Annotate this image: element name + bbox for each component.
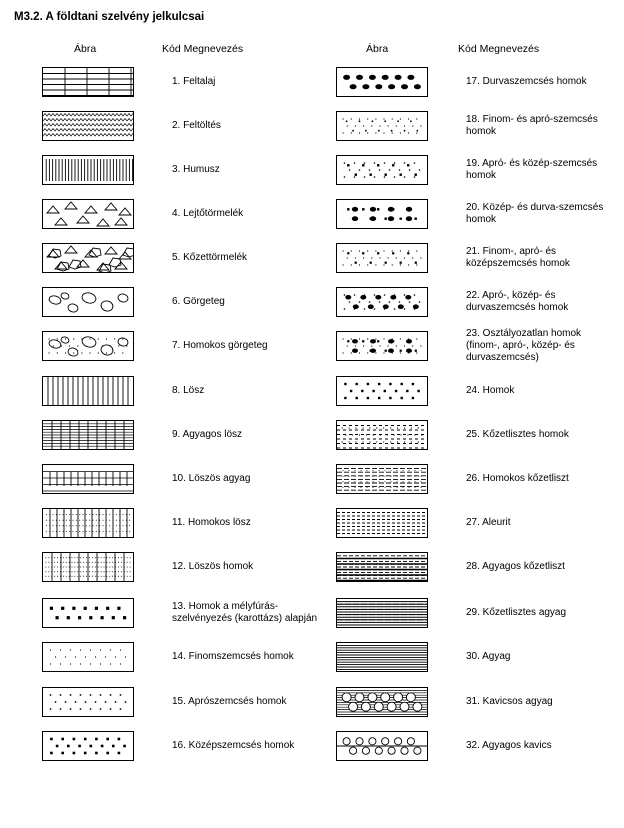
pattern-swatch — [336, 508, 428, 538]
legend-label: 2. Feltöltés — [172, 120, 221, 131]
pattern-swatch — [42, 111, 134, 141]
pattern-swatch — [336, 642, 428, 672]
legend-label: 27. Aleurit — [466, 517, 511, 528]
legend-label: 30. Agyag — [466, 651, 511, 662]
pattern-swatch — [336, 155, 428, 185]
pattern-swatch — [42, 687, 134, 717]
pattern-swatch — [42, 508, 134, 538]
page-title: M3.2. A földtani szelvény jelkulcsai — [14, 11, 205, 23]
legend-label: 7. Homokos görgeteg — [172, 340, 268, 351]
legend-label: 16. Középszemcsés homok — [172, 740, 295, 751]
legend-label: 19. Apró- és közép-szemcsés homok — [466, 158, 598, 181]
legend-label: 9. Agyagos lösz — [172, 429, 243, 440]
pattern-swatch — [336, 67, 428, 97]
legend-label: 23. Osztályozatlan homok (finom-, apró-, közép- és durvaszemcsés) — [466, 328, 582, 363]
legend-label: 6. Görgeteg — [172, 296, 225, 307]
pattern-swatch — [42, 420, 134, 450]
pattern-swatch — [336, 464, 428, 494]
legend-label: 31. Kavicsos agyag — [466, 696, 553, 707]
header-figure-left: Ábra — [74, 43, 97, 55]
pattern-swatch — [42, 67, 134, 97]
pattern-swatch — [42, 731, 134, 761]
legend-label: 29. Kőzetlisztes agyag — [466, 607, 567, 618]
pattern-swatch — [42, 376, 134, 406]
legend-label: 18. Finom- és apró-szemcsés homok — [466, 114, 598, 137]
legend-label: 26. Homokos kőzetliszt — [466, 473, 569, 484]
legend-label: 20. Közép- és durva-szemcsés homok — [466, 202, 604, 225]
legend-label: 17. Durvaszemcsés homok — [466, 76, 587, 87]
legend-label: 21. Finom-, apró- és középszemcsés homok — [466, 246, 570, 269]
header-figure-right: Ábra — [366, 43, 389, 55]
pattern-swatch — [42, 287, 134, 317]
pattern-swatch — [336, 731, 428, 761]
legend-label: 12. Löszös homok — [172, 561, 254, 572]
pattern-swatch — [42, 331, 134, 361]
legend-label: 8. Lösz — [172, 385, 205, 396]
pattern-swatch — [336, 598, 428, 628]
pattern-swatch — [42, 642, 134, 672]
pattern-swatch — [42, 155, 134, 185]
legend-label: 1. Feltalaj — [172, 76, 216, 87]
pattern-swatch — [336, 687, 428, 717]
legend-label: 25. Kőzetlisztes homok — [466, 429, 569, 440]
legend-label: 5. Kőzettörmelék — [172, 252, 248, 263]
legend-label: 11. Homokos lösz — [172, 517, 251, 528]
legend-label: 28. Agyagos kőzetliszt — [466, 561, 565, 572]
legend-label: 22. Apró-, közép- és durvaszemcsés homok — [466, 290, 569, 313]
pattern-swatch — [42, 598, 134, 628]
legend-label: 3. Humusz — [172, 164, 220, 175]
pattern-swatch — [42, 552, 134, 582]
header-code-right: Kód Megnevezés — [458, 43, 540, 55]
pattern-swatch — [42, 199, 134, 229]
legend-label: 32. Agyagos kavics — [466, 740, 552, 751]
legend-label: 10. Löszös agyag — [172, 473, 251, 484]
pattern-swatch — [336, 420, 428, 450]
legend-label: 4. Lejtőtörmelék — [172, 208, 244, 219]
pattern-swatch — [336, 111, 428, 141]
pattern-swatch — [336, 243, 428, 273]
header-code-left: Kód Megnevezés — [162, 43, 244, 55]
pattern-swatch — [336, 199, 428, 229]
legend-label: 15. Aprószemcsés homok — [172, 696, 287, 707]
pattern-swatch — [336, 376, 428, 406]
pattern-swatch — [336, 552, 428, 582]
pattern-swatch — [336, 331, 428, 361]
pattern-swatch — [42, 243, 134, 273]
legend-label: 14. Finomszemcsés homok — [172, 651, 294, 662]
pattern-swatch — [336, 287, 428, 317]
legend-label: 24. Homok — [466, 385, 515, 396]
legend-label: 13. Homok a mélyfúrás-szelvényezés (karottázs) alapján — [172, 601, 318, 624]
pattern-swatch — [42, 464, 134, 494]
